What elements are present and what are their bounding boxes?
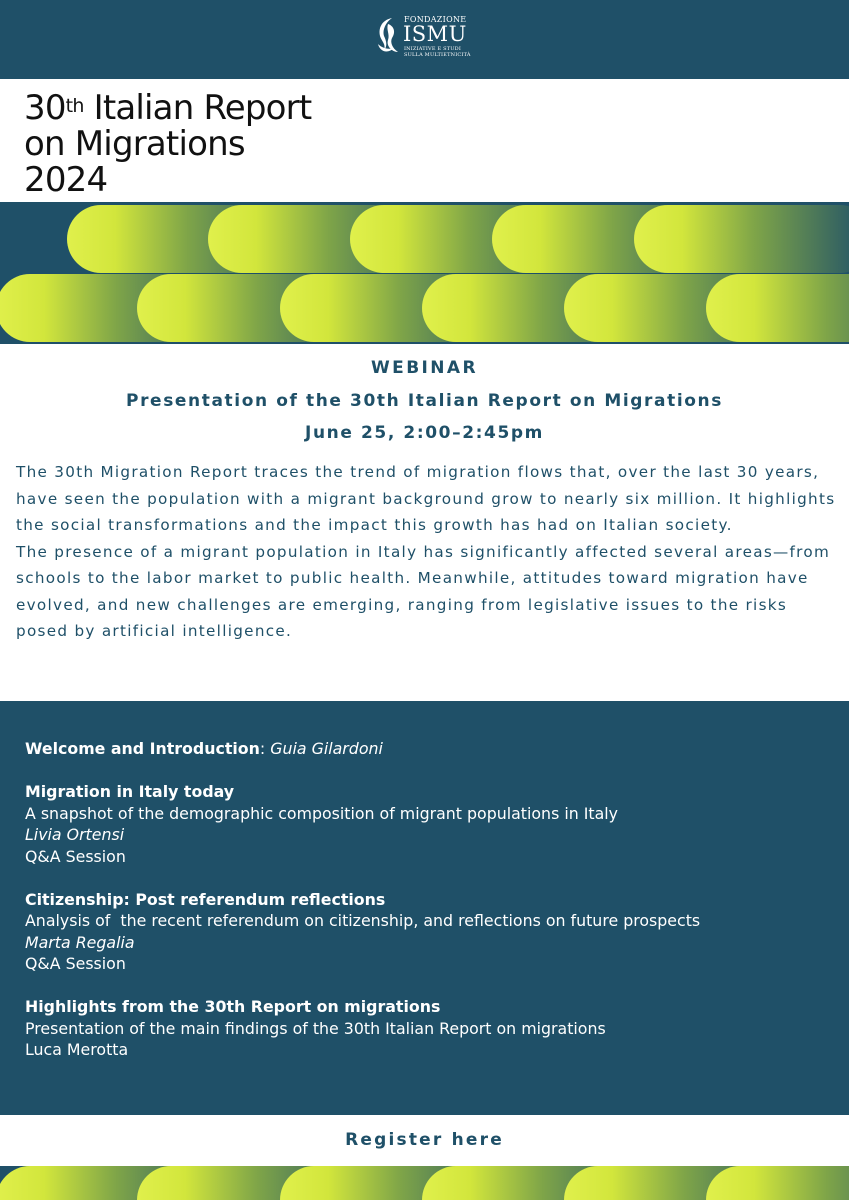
report-title — [24, 90, 311, 198]
session-2-qa: Q&A Session — [25, 954, 126, 973]
session-1-qa: Q&A Session — [25, 846, 126, 866]
logo-foundation-label: FONDAZIONE — [404, 15, 467, 24]
agenda-session-3 — [25, 996, 835, 1061]
title-ordinal-suffix: th — [65, 95, 84, 117]
agenda-session-1 — [25, 781, 835, 867]
register-link[interactable]: Register here — [345, 1130, 504, 1150]
session-1-subtitle: A snapshot of the demographic composition of migrant populations in Italy — [25, 803, 619, 823]
description-paragraph-2: The presence of a migrant population in Italy has significantly affected several areas—from schools to the labor market to public health. Meanwhile, attitudes toward migration have evolved, and new challenges are emerging, ranging from legislative issues to the risks posed by artificial intelligence. — [16, 542, 831, 640]
event-name: Presentation of the 30th Italian Report on Migrations — [126, 391, 723, 411]
agenda-list — [25, 738, 835, 1082]
session-1-speaker: Livia Ortensi — [25, 825, 125, 844]
session-1-title: Migration in Italy today — [25, 782, 235, 801]
event-datetime: June 25, 2:00–2:45pm — [305, 423, 544, 443]
welcome-separator: : — [259, 739, 271, 758]
session-3-speaker: Luca Merotta — [25, 1040, 129, 1059]
session-2-subtitle: Analysis of the recent referendum on citizenship, and reflections on future prospects — [25, 911, 701, 930]
agenda-session-2 — [25, 889, 835, 975]
welcome-speaker: Guia Gilardoni — [270, 739, 383, 758]
agenda-welcome — [25, 738, 835, 760]
header-bar — [0, 0, 849, 79]
pattern-pill — [706, 274, 849, 342]
welcome-title: Welcome and Introduction — [25, 739, 260, 758]
title-line-3: 2024 — [24, 160, 108, 200]
session-3-title: Highlights from the 30th Report on migrations — [25, 997, 441, 1016]
title-number: 30 — [24, 88, 66, 128]
session-2-title: Citizenship: Post referendum reflections — [25, 889, 386, 909]
logo-tagline-2: SULLA MULTIETNICITÀ — [404, 52, 471, 58]
event-type: WEBINAR — [371, 358, 478, 378]
pattern-pill — [634, 205, 849, 273]
session-3-subtitle: Presentation of the main findings of the 30th Italian Report on migrations — [25, 1018, 606, 1038]
description-paragraph-1: The 30th Migration Report traces the trend of migration flows that, over the last 30 years, have seen the population with a migrant background grow to nearly six million. It highlights the social transformations and the impact this growth has had on Italian society. — [16, 463, 836, 534]
title-line-1-rest: Italian Report — [83, 88, 312, 128]
title-line-2: on Migrations — [24, 124, 245, 164]
logo-name: ISMU — [403, 22, 467, 46]
event-description — [16, 459, 836, 645]
ismu-logo[interactable] — [374, 14, 484, 64]
session-2-speaker: Marta Regalia — [25, 932, 135, 952]
title-line-1 — [24, 90, 311, 126]
decorative-pattern-top — [0, 202, 849, 344]
logo-tagline-1: INIZIATIVE E STUDI — [404, 46, 462, 52]
agenda-panel — [0, 701, 849, 1115]
decorative-pattern-bottom — [0, 1166, 849, 1200]
pattern-pill — [706, 1166, 849, 1200]
